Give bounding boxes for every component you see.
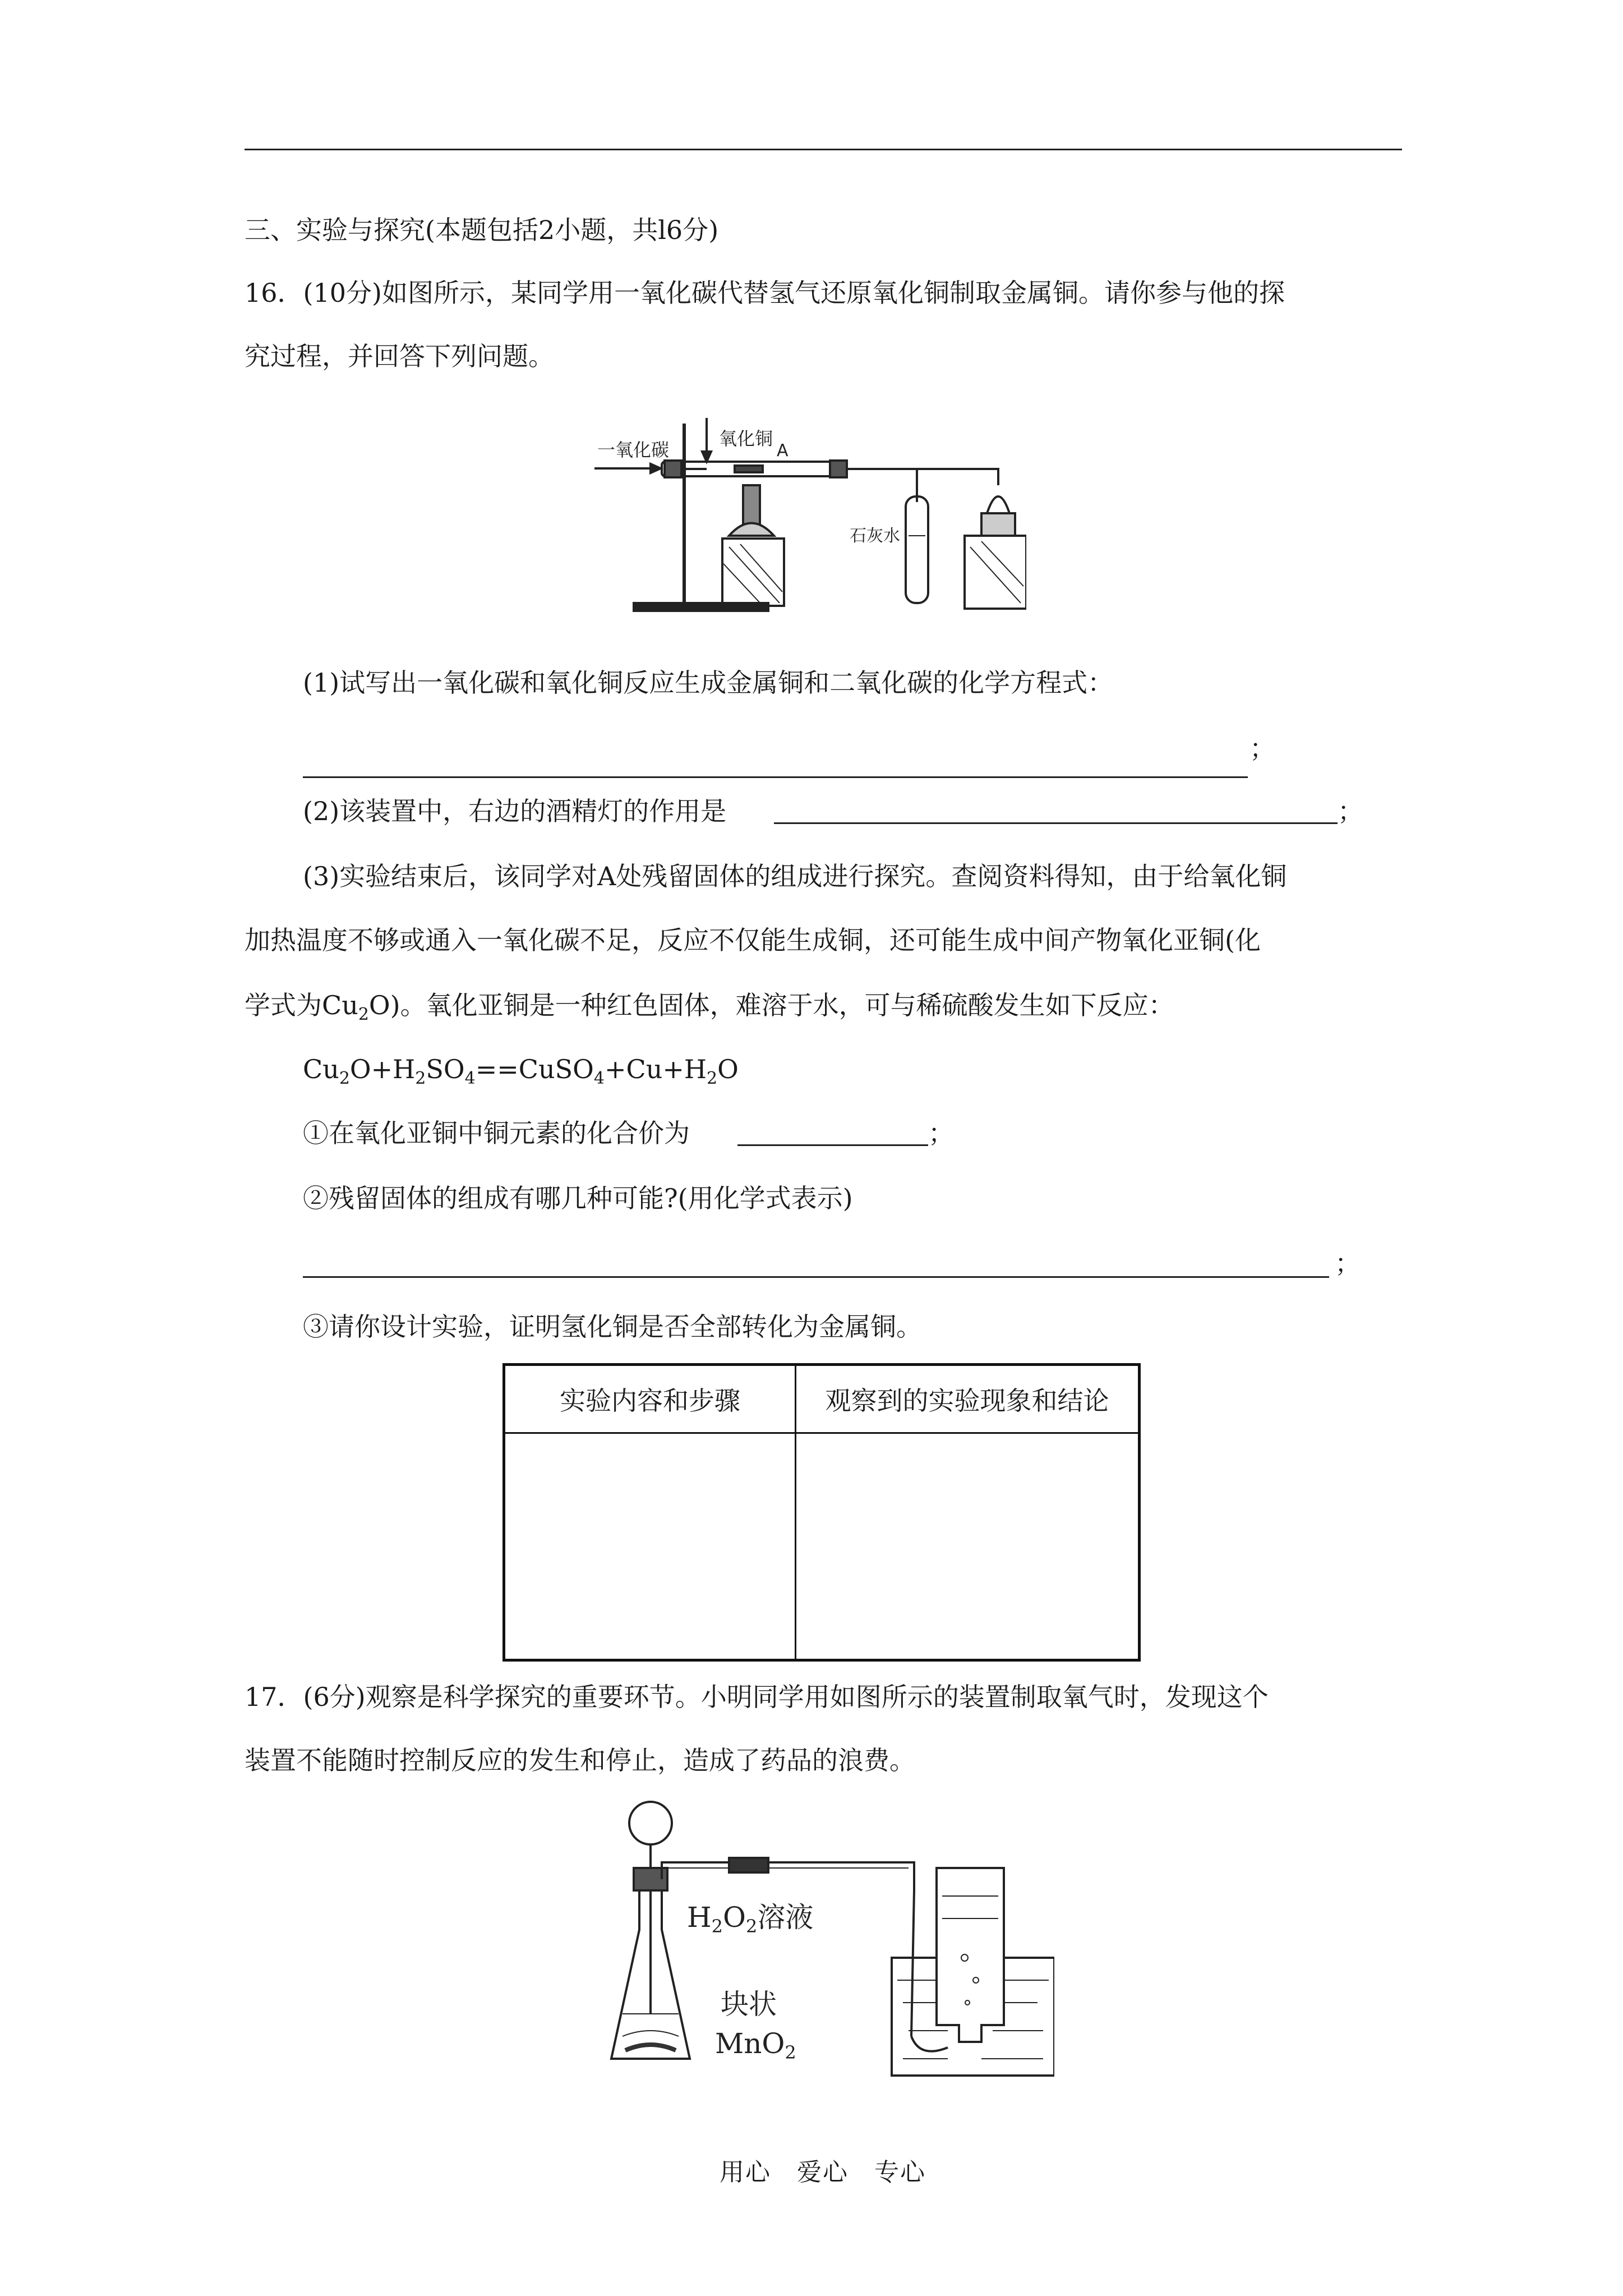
label-h2o2-solution: $H_2O_2$溶液 <box>687 1901 814 1937</box>
label-limewater: 石灰水 <box>850 526 900 546</box>
q16-part1-end: ； <box>1249 733 1275 763</box>
separatory-funnel-bulb <box>629 1802 672 1844</box>
q17-line2: 装置不能随时控制反应的发生和停止，造成了药品的浪费。 <box>245 1745 915 1775</box>
reaction-equation: $Cu_2O+H_2SO_4==CuSO_4+Cu+H_2O$ <box>303 1054 739 1089</box>
q16-sub2-answer-blank[interactable] <box>303 1248 1329 1278</box>
table-cell-observations-answer[interactable] <box>796 1433 1140 1660</box>
limewater-test-tube <box>906 496 928 603</box>
right-block <box>965 536 1026 609</box>
q16-part1-answer-blank[interactable] <box>303 752 1248 780</box>
page-footer: 用心 爱心 专心 <box>720 2158 926 2187</box>
section-header: 三、实验与探究(本题包括2小题，共l6分) <box>245 215 719 245</box>
gas-collection-bottle <box>937 1868 1004 2042</box>
label-co: 一氧化碳 <box>597 439 670 461</box>
header-rule <box>245 149 1402 150</box>
q16-sub1-end: ； <box>928 1118 954 1148</box>
q16-sub2-end: ； <box>1335 1248 1361 1278</box>
table-header-observations: 观察到的实验现象和结论 <box>796 1365 1140 1433</box>
q16-part3-line3: 学式为$Cu_2O$)。氧化亚铜是一种红色固体，难溶于水，可与稀硫酸发生如下反应： <box>245 990 1174 1025</box>
q16-part1: (1)试写出一氧化碳和氧化铜反应生成金属铜和二氧化碳的化学方程式： <box>303 668 1114 698</box>
label-a: A <box>777 441 789 461</box>
q16-line2: 究过程，并回答下列问题。 <box>245 341 554 371</box>
label-mno2: MnO$_2$ <box>715 2027 796 2063</box>
co-reduction-apparatus-figure <box>594 412 1026 620</box>
table-cell-steps-answer[interactable] <box>504 1433 796 1660</box>
q16-part2: (2)该装置中，右边的酒精灯的作用是 <box>303 796 727 826</box>
q16-part3-line2: 加热温度不够或通入一氧化碳不足，反应不仅能生成铜，还可能生成中间产物氧化亚铜(化 <box>245 925 1261 955</box>
q16-part3-line1: (3)实验结束后，该同学对A处残留固体的组成进行探究。查阅资料得知，由于给氧化铜 <box>303 861 1287 891</box>
q17-line1: 17．(6分)观察是科学探究的重要环节。小明同学用如图所示的装置制取氧气时，发现这个 <box>245 1682 1269 1712</box>
q16-sub3: ③请你设计实验，证明氢化铜是否全部转化为金属铜。 <box>303 1312 922 1342</box>
q16-part2-answer-blank[interactable] <box>774 794 1338 824</box>
table-header-steps: 实验内容和步骤 <box>504 1365 796 1433</box>
label-cuo: 氧化铜 <box>719 428 773 449</box>
q16-part2-end: ； <box>1338 796 1363 826</box>
q16-line1: 16．(10分)如图所示，某同学用一氧化碳代替氢气还原氧化铜制取金属铜。请你参与他的探 <box>245 278 1285 308</box>
label-block-solid: 块状 <box>721 1988 777 2021</box>
q16-sub2: ②残留固体的组成有哪几种可能?(用化学式表示) <box>303 1183 853 1213</box>
experiment-design-table <box>502 1363 1141 1662</box>
copper-oxide-sample <box>735 466 763 472</box>
q16-sub1: ①在氧化亚铜中铜元素的化合价为 <box>303 1118 690 1148</box>
oxygen-generation-apparatus-figure <box>600 1801 1054 2092</box>
q16-sub1-answer-blank[interactable] <box>737 1116 928 1146</box>
